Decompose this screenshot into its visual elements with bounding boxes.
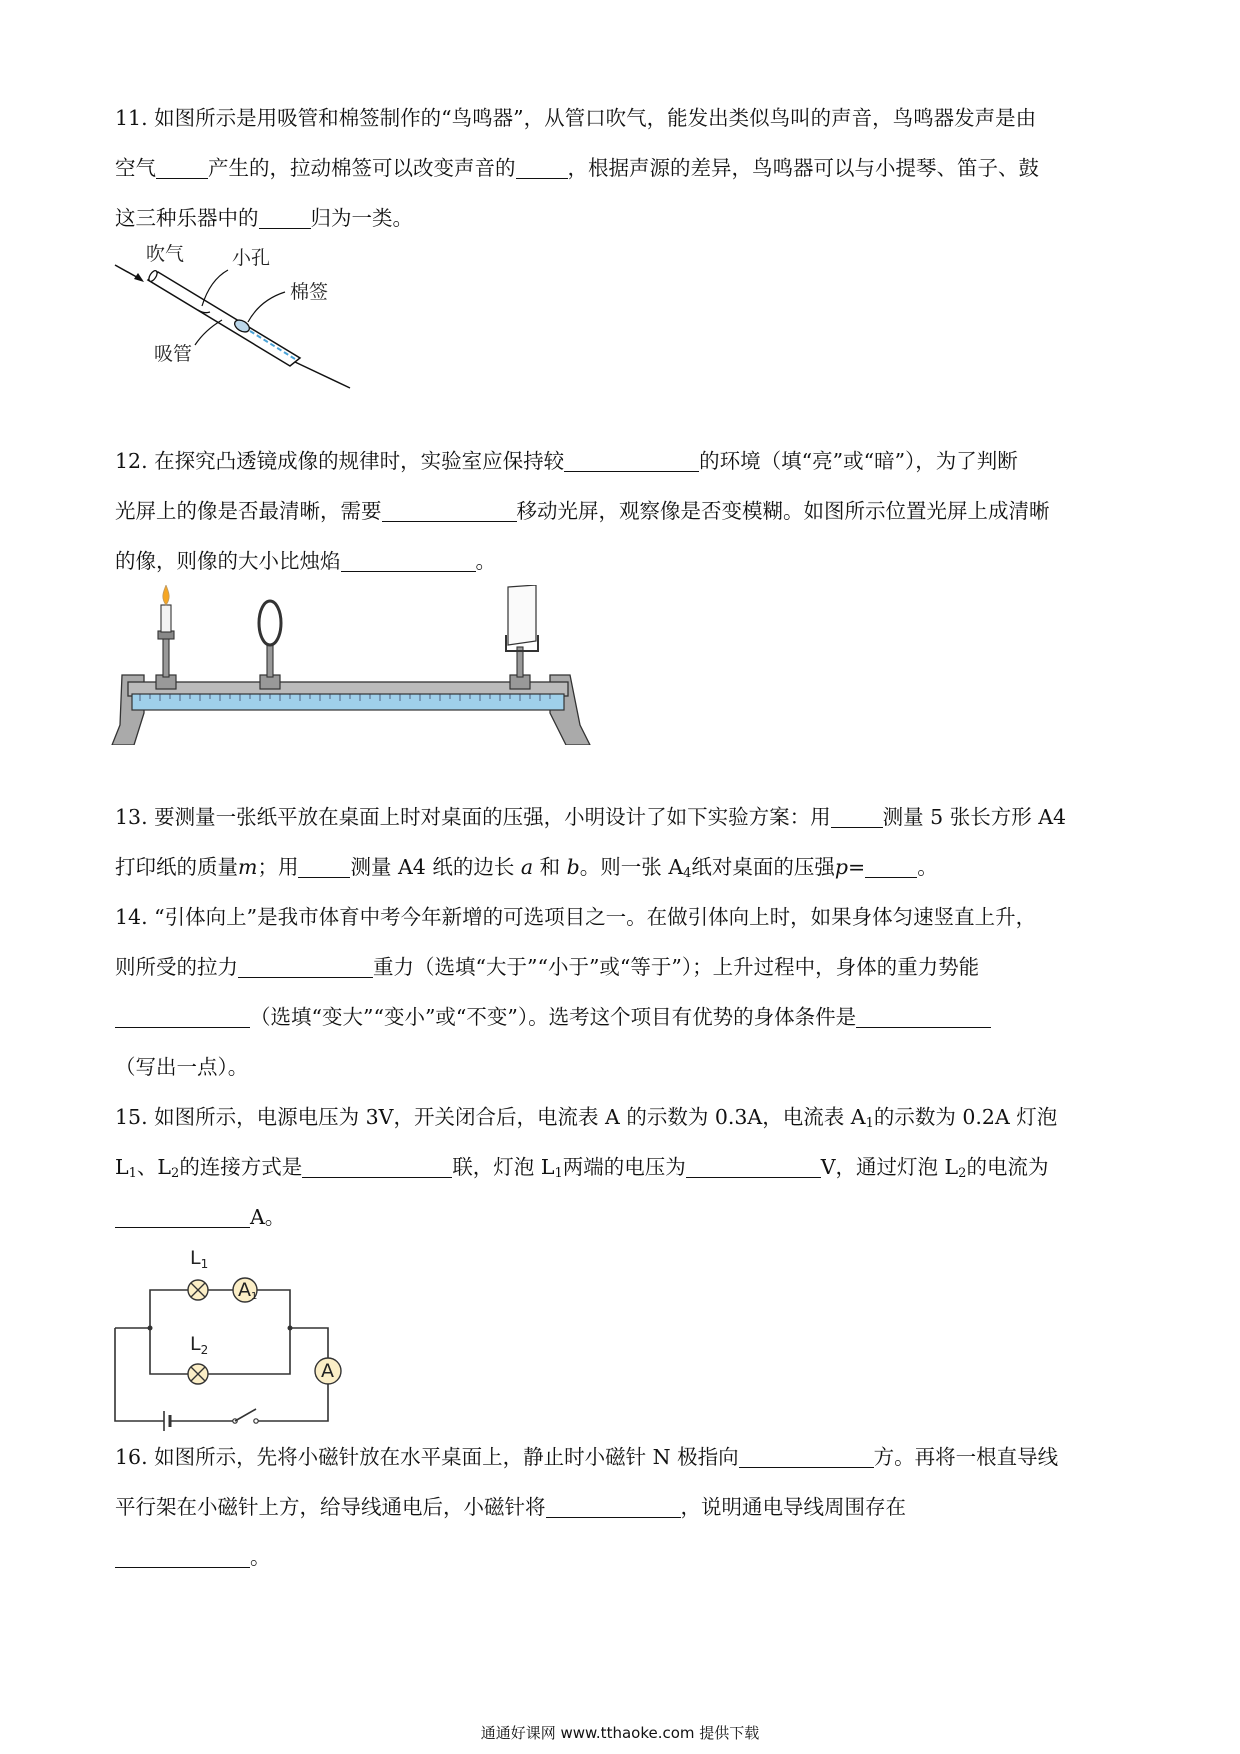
swab-stick — [295, 362, 350, 388]
answer-blank[interactable] — [546, 1495, 681, 1518]
answer-blank[interactable] — [865, 855, 917, 878]
question-15 — [115, 1092, 1125, 1242]
q11-line-3: 这三种乐器中的 归为一类。 — [115, 206, 413, 230]
answer-blank[interactable] — [382, 499, 517, 522]
q14-line-1: 14. “引体向上”是我市体育中考今年新增的可选项目之一。在做引体向上时，如果身体匀速竖直上升， — [115, 905, 1037, 929]
answer-blank[interactable] — [341, 549, 476, 572]
answer-blank[interactable] — [516, 156, 568, 179]
light-screen — [508, 585, 536, 645]
optical-bench-figure — [110, 585, 610, 745]
q16-line-3: 。 — [115, 1532, 1125, 1582]
q12-line-2: 光屏上的像是否最清晰，需要 移动光屏，观察像是否变模糊。如图所示位置光屏上成清晰 — [115, 499, 1050, 523]
q11-line-1: 11. 如图所示是用吸管和棉签制作的“鸟鸣器”，从管口吹气，能发出类似鸟叫的声音，鸟鸣器发声是由 — [115, 106, 1037, 130]
q14-line-3: （选填“变大”“变小”或“不变”）。选考这个项目有优势的身体条件是 — [115, 992, 1125, 1042]
bird-whistle-figure — [110, 240, 410, 440]
answer-blank[interactable] — [156, 156, 208, 179]
answer-blank[interactable] — [238, 955, 373, 978]
q12-line-1: 12. 在探究凸透镜成像的规律时，实验室应保持较 的环境（填“亮”或“暗”），为了判断 — [115, 449, 1018, 473]
answer-blank[interactable] — [298, 855, 350, 878]
q16-line-1: 16. 如图所示，先将小磁针放在水平桌面上，静止时小磁针 N 极指向 方。再将一根直导线 — [115, 1445, 1059, 1469]
answer-blank[interactable] — [115, 1005, 250, 1028]
question-13 — [115, 792, 1125, 892]
convex-lens — [259, 601, 281, 645]
label-blow: 吹气 — [146, 243, 185, 265]
answer-blank[interactable] — [831, 805, 883, 828]
answer-blank[interactable] — [686, 1155, 821, 1178]
question-14 — [115, 892, 1125, 1092]
answer-blank[interactable] — [856, 1005, 991, 1028]
candle — [161, 605, 171, 632]
q12-line-3: 的像，则像的大小比烛焰 。 — [115, 549, 496, 573]
junction-node — [148, 1326, 153, 1331]
question-11 — [115, 93, 1125, 243]
q15-line-3: A。 — [115, 1192, 1125, 1242]
label-swab: 棉签 — [290, 281, 329, 303]
q16-line-2: 平行架在小磁针上方，给导线通电后，小磁针将 ，说明通电导线周围存在 — [115, 1495, 906, 1519]
label-hole: 小孔 — [232, 247, 271, 269]
question-16 — [115, 1432, 1125, 1582]
answer-blank[interactable] — [115, 1205, 250, 1228]
circuit-wires — [115, 1290, 328, 1421]
page-footer: 通通好课网 www.tthaoke.com 提供下载 — [480, 1724, 760, 1742]
answer-blank[interactable] — [564, 449, 699, 472]
arrow-head-icon — [134, 273, 144, 282]
ruler-scale — [132, 694, 564, 710]
answer-blank[interactable] — [115, 1545, 250, 1568]
question-12 — [115, 436, 1125, 586]
q13-line-1: 13. 要测量一张纸平放在桌面上时对桌面的压强，小明设计了如下实验方案：用 测量 5 张长方形 A4 — [115, 805, 1067, 829]
q13-line-2: 打印纸的质量m；用 测量 A4 纸的边长 a 和 b。则一张 $A_4$纸对桌面的压强p= 。 — [115, 855, 938, 881]
q14-line-2: 则所受的拉力 重力（选填“大于”“小于”或“等于”）；上升过程中，身体的重力势能 — [115, 955, 980, 979]
flame-icon — [163, 585, 169, 605]
label-l1: $L_1$ — [190, 1247, 209, 1271]
q14-line-4: （写出一点）。 — [115, 1055, 249, 1079]
q15-line-2: $L_1$、$L_2$的连接方式是 联，灯泡 $L_1$两端的电压为 V，通过灯泡 $L_2$的电流为 — [115, 1155, 1049, 1181]
label-l2: $L_2$ — [190, 1333, 209, 1357]
q15-line-1: 15. 如图所示，电源电压为 3V，开关闭合后，电流表 A 的示数为 0.3A，电流表 $A_1$的示数为 0.2A 灯泡 — [115, 1105, 1058, 1131]
label-a: A — [321, 1360, 334, 1382]
answer-blank[interactable] — [739, 1445, 874, 1468]
junction-node — [288, 1326, 293, 1331]
label-straw: 吸管 — [154, 343, 193, 365]
circuit-figure — [110, 1238, 370, 1438]
answer-blank[interactable] — [259, 206, 311, 229]
answer-blank[interactable] — [302, 1155, 452, 1178]
q11-line-2: 空气 产生的，拉动棉签可以改变声音的 ，根据声源的差异，鸟鸣器可以与小提琴、笛子、鼓 — [115, 156, 1039, 180]
label-a1: A1 — [238, 1279, 258, 1302]
